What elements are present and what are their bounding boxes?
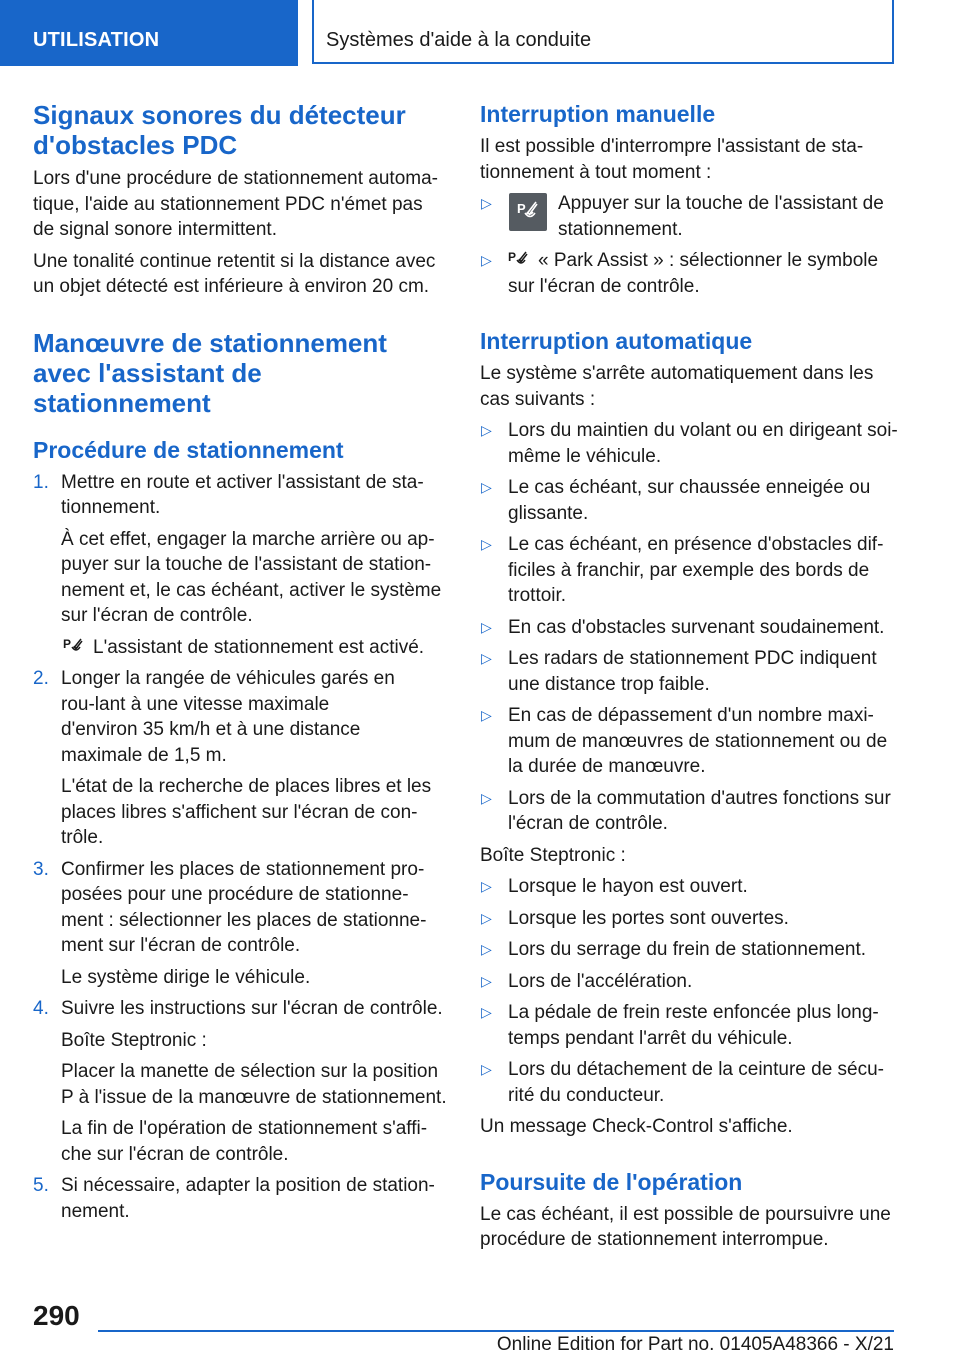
heading-parking-procedure: Procédure de stationnement — [33, 436, 344, 463]
paragraph: Le cas échéant, il est possible de poursuivre une procédure de stationnement interrompue. — [480, 1203, 891, 1250]
list-item — [480, 191, 898, 242]
list-item-text: Lors du détachement de la ceinture de sécu-rité du conducteur. — [508, 1059, 885, 1106]
step-detail: L'état de la recherche de places libres et les places libres s'affichent sur l'écran de con-trôle. — [61, 776, 432, 848]
step-number: 1. — [33, 471, 49, 493]
step-detail: Le système dirige le véhicule. — [61, 966, 311, 988]
list-item — [480, 248, 898, 299]
left-column — [33, 100, 447, 1224]
parking-assist-icon — [63, 635, 87, 657]
bullet-icon: ▷ — [481, 618, 492, 635]
step-detail: La fin de l'opération de stationnement s'affi-che sur l'écran de contrôle. — [61, 1118, 428, 1165]
step-text: Suivre les instructions sur l'écran de contrôle. — [61, 998, 443, 1019]
bullet-icon: ▷ — [481, 878, 492, 894]
page-number: 290 — [33, 1300, 80, 1331]
list-item — [480, 874, 898, 900]
parking-assist-icon — [508, 248, 532, 270]
paragraph: Lors d'une procédure de stationnement automa-tique, l'aide au stationnement PDC n'émet pas de signal sonore intermittent. — [33, 168, 438, 240]
paragraph: Une tonalité continue retentit si la distance avec un objet détecté est inférieure à environ 20 cm. — [33, 250, 436, 297]
list-item-text: En cas de dépassement d'un nombre maxi-mum de manœuvres de stationnement ou de la durée de manœuvre. — [508, 705, 888, 777]
paragraph: Il est possible d'interrompre l'assistant de sta-tionnement à tout moment : — [480, 136, 864, 183]
list-item-label: « Park Assist » : sélectionner le symbole sur l'écran de contrôle. — [508, 250, 879, 297]
bullet-icon: ▷ — [481, 422, 492, 438]
list-item-text: Le cas échéant, en présence d'obstacles dif-ficiles à franchir, par exemple des bords de trottoir. — [508, 534, 884, 606]
step-text: Confirmer les places de stationnement pro-posées pour une procédure de stationne-ment : sélectionner les places de stationne-ment sur l'écran de contrôle. — [61, 858, 427, 956]
step-detail-text: L'assistant de stationnement est activé. — [93, 636, 425, 658]
svg-text:P: P — [63, 636, 72, 651]
svg-text:P: P — [517, 201, 526, 216]
step-number: 3. — [33, 858, 49, 880]
section-title: UTILISATION — [33, 29, 160, 51]
bullet-icon: ▷ — [481, 972, 492, 989]
edition-note: Online Edition for Part no. 01405A48366 - X/21 — [496, 1334, 894, 1355]
list-item-text: Lors de l'accélération. — [508, 970, 693, 992]
list-item — [480, 969, 898, 995]
step-text: Longer la rangée de véhicules garés en rou-lant à une vitesse maximale d'environ 35 km/h et à une distance maximale de 1,5 m. — [61, 668, 395, 766]
list-item — [480, 906, 898, 932]
bullet-icon: ▷ — [481, 1061, 492, 1077]
step-number: 2. — [33, 668, 49, 689]
list-item — [480, 937, 898, 963]
list-item-text: Lors du maintien du volant ou en dirigeant soi-même le véhicule. — [508, 420, 898, 467]
step-detail: À cet effet, engager la marche arrière ou ap-puyer sur la touche de l'assistant de station-nement et, le cas échéant, activer le système sur l'écran de contrôle. — [61, 528, 442, 626]
list-item-text: Les radars de stationnement PDC indiquent une distance trop faible. — [508, 648, 877, 695]
parking-assist-button-icon — [509, 193, 547, 231]
bullet-icon: ▷ — [481, 909, 492, 926]
step-item — [33, 857, 447, 991]
heading-pdc-signals: Signaux sonores du détecteur d'obstacles PDC — [33, 100, 406, 160]
list-item-text: Le cas échéant, sur chaussée enneigée ou glissante. — [508, 477, 871, 524]
list-item — [480, 786, 898, 837]
step-number: 4. — [33, 998, 49, 1019]
step-item — [33, 470, 447, 661]
list-item — [480, 475, 898, 526]
paragraph: Un message Check-Control s'affiche. — [480, 1116, 793, 1137]
list-item-text: Appuyer sur la touche de l'assistant de stationnement. — [558, 193, 884, 240]
bullet-icon: ▷ — [481, 941, 492, 957]
list-item-text: Lorsque les portes sont ouvertes. — [508, 907, 789, 929]
footer-divider — [98, 1330, 894, 1332]
list-item-text: La pédale de frein reste enfoncée plus long-temps pendant l'arrêt du véhicule. — [508, 1002, 879, 1049]
list-item-text: Lors de la commutation d'autres fonctions sur l'écran de contrôle. — [508, 787, 891, 834]
section-tab — [0, 0, 298, 66]
bullet-icon: ▷ — [481, 479, 492, 495]
bullet-icon: ▷ — [481, 707, 492, 723]
list-item — [480, 615, 898, 641]
heading-parking-maneuver: Manœuvre de stationnement avec l'assistant de stationnement — [33, 327, 387, 418]
paragraph: Le système s'arrête automatiquement dans les cas suivants : — [480, 363, 874, 410]
step-item — [33, 996, 447, 1167]
step-detail: Placer la manette de sélection sur la position P à l'issue de la manœuvre de stationnement. — [61, 1061, 447, 1108]
step-item — [33, 666, 447, 851]
step-detail: Boîte Steptronic : — [61, 1029, 207, 1051]
bullet-icon: ▷ — [481, 650, 492, 666]
chapter-tab — [312, 0, 894, 64]
page-header — [0, 0, 960, 66]
list-item-text: Lors du serrage du frein de stationnement. — [508, 939, 867, 960]
step-number: 5. — [33, 1175, 49, 1196]
list-item — [480, 1000, 898, 1051]
list-item-text: En cas d'obstacles survenant soudainement. — [508, 616, 885, 638]
step-detail — [61, 635, 447, 661]
paragraph: Boîte Steptronic : — [480, 844, 626, 866]
bullet-icon: ▷ — [481, 195, 492, 211]
list-item — [480, 1057, 898, 1108]
list-item — [480, 532, 898, 609]
chapter-title: Systèmes d'aide à la conduite — [326, 29, 592, 51]
list-item — [480, 646, 898, 697]
svg-text:P: P — [508, 250, 517, 264]
list-item-text — [508, 248, 898, 299]
list-item-text: Lorsque le hayon est ouvert. — [508, 876, 748, 897]
step-text: Si nécessaire, adapter la position de station-nement. — [61, 1175, 435, 1222]
step-item — [33, 1173, 447, 1224]
heading-manual-interruption: Interruption manuelle — [480, 101, 716, 127]
right-column — [480, 100, 898, 1253]
list-item — [480, 703, 898, 780]
bullet-icon: ▷ — [481, 252, 492, 268]
heading-automatic-interruption: Interruption automatique — [480, 328, 753, 354]
list-item — [480, 418, 898, 469]
step-text: Mettre en route et activer l'assistant de sta-tionnement. — [61, 471, 424, 518]
bullet-icon: ▷ — [481, 789, 492, 806]
bullet-icon: ▷ — [481, 536, 492, 552]
bullet-icon: ▷ — [481, 1004, 492, 1020]
heading-resume: Poursuite de l'opération — [480, 1168, 743, 1195]
